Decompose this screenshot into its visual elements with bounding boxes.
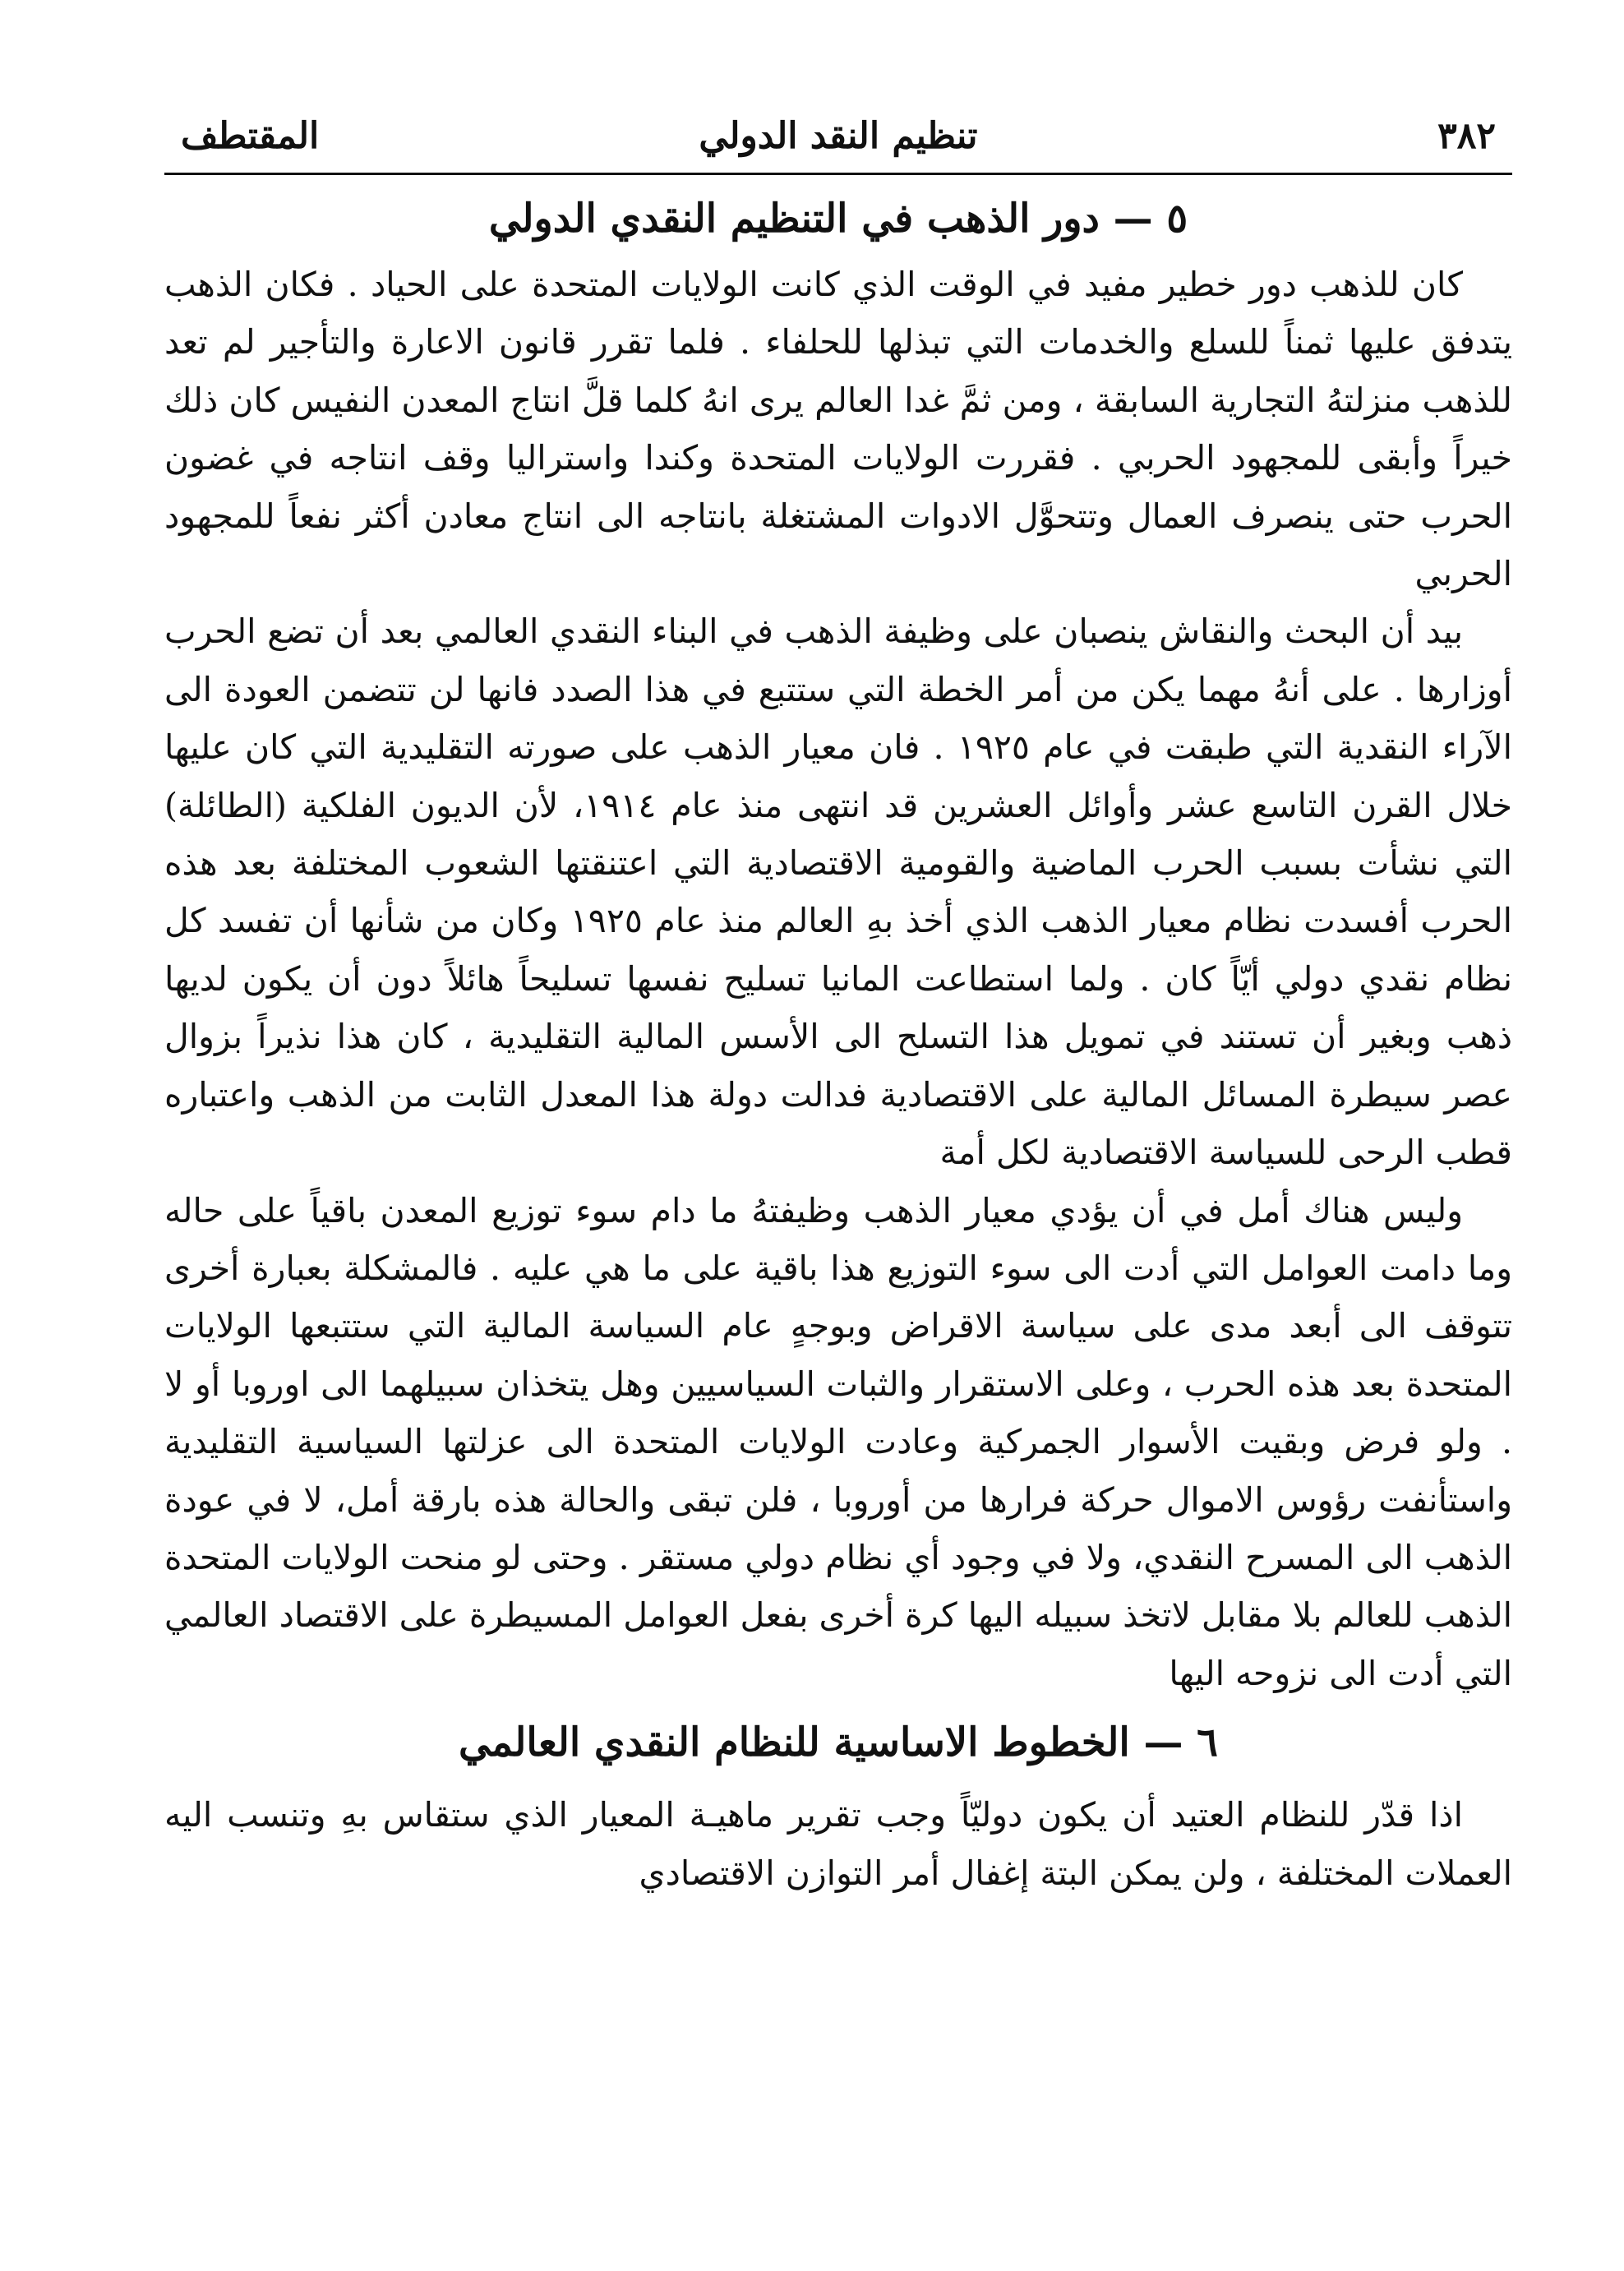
running-title: تنظيم النقد الدولي: [699, 115, 978, 157]
section-6-heading: ٦ — الخطوط الاساسية للنظام النقدي العالمي: [459, 1719, 1218, 1766]
section-5-paragraph-3: وليس هناك أمل في أن يؤدي معيار الذهب وظيفتهُ ما دام سوء توزيع المعدن باقياً على حاله وما دامت العوامل التي أدت الى سوء التوزيع هذا باقية على ما هي عليه . فالمشكلة بعبارة أخرى تتوقف الى أبعد مدى على سياسة الاقراض وبوجهٍ عام السياسة المالية التي ستتبعها الولايات المتحدة بعد هذه الحرب ، وعلى الاستقرار والثبات السياسيين وهل يتخذان سبيلهما الى اوروبا أو لا . ولو فرض وبقيت الأسوار الجمركية وعادت الولايات المتحدة الى عزلتها السياسية التقليدية واستأنفت رؤوس الاموال حركة فرارها من أوروبا ، فلن تبقى والحالة هذه بارقة أمل، لا في عودة الذهب الى المسرح النقدي، ولا في وجود أي نظام دولي مستقر . وحتى لو منحت الولايات المتحدة الذهب للعالم بلا مقابل لاتخذ سبيله اليها كرة أخرى بفعل العوامل المسيطرة على الاقتصاد العالمي التي أدت الى نزوحه اليها: [164, 1190, 1512, 1693]
section-5-paragraph-1: كان للذهب دور خطير مفيد في الوقت الذي كانت الولايات المتحدة على الحياد . فكان الذهب يتدفق عليها ثمناً للسلع والخدمات التي تبذلها للحلفاء . فلما تقرر قانون الاعارة والتأجير لم تعد للذهب منزلتهُ التجارية السابقة ، ومن ثمَّ غدا العالم يرى انهُ كلما قلَّ انتاج المعدن النفيس كان ذلك خيراً وأبقى للمجهود الحربي . فقررت الولايات المتحدة وكندا واستراليا وقف انتاجه في غضون الحرب حتى ينصرف العمال وتتحوَّل الادوات المشتغلة بانتاجه الى انتاج معادن أكثر نفعاً للمجهود الحربي: [164, 265, 1512, 594]
section-5-heading: ٥ — دور الذهب في التنظيم النقدي الدولي: [488, 196, 1188, 242]
journal-name: المقتطف: [181, 115, 320, 157]
document-page: [164, 99, 1512, 1902]
header-rule: [164, 173, 1512, 175]
running-header: [164, 99, 1512, 173]
page-number: ٣٨٢: [1437, 115, 1496, 157]
section-5-paragraph-2: بيد أن البحث والنقاش ينصبان على وظيفة الذهب في البناء النقدي العالمي بعد أن تضع الحرب أوزارها . على أنهُ مهما يكن من أمر الخطة التي ستتبع في هذا الصدد فانها لن تتضمن العودة الى الآراء النقدية التي طبقت في عام ١٩٢٥ . فان معيار الذهب على صورته التقليدية التي كان عليها خلال القرن التاسع عشر وأوائل العشرين قد انتهى منذ عام ١٩١٤، لأن الديون الفلكية (الطائلة) التي نشأت بسبب الحرب الماضية والقومية الاقتصادية التي اعتنقتها الشعوب المختلفة بعد هذه الحرب أفسدت نظام معيار الذهب الذي أخذ بهِ العالم منذ عام ١٩٢٥ وكان من شأنها أن تفسد كل نظام نقدي دولي أيّاً كان . ولما استطاعت المانيا تسليح نفسها تسليحاً هائلاً دون أن يكون لديها ذهب وبغير أن تستند في تمويل هذا التسلح الى الأسس المالية التقليدية ، كان هذا نذيراً بزوال عصر سيطرة المسائل المالية على الاقتصادية فدالت دولة هذا المعدل الثابت من الذهب واعتباره قطب الرحى للسياسة الاقتصادية لكل أمة: [164, 612, 1513, 1173]
section-6-paragraph-1: اذا قدّر للنظام العتيد أن يكون دوليّاً وجب تقرير ماهيـة المعيار الذي ستقاس بهِ وتنسب اليه العملات المختلفة ، ولن يمكن البتة إغفال أمر التوازن الاقتصادي: [164, 1795, 1512, 1893]
